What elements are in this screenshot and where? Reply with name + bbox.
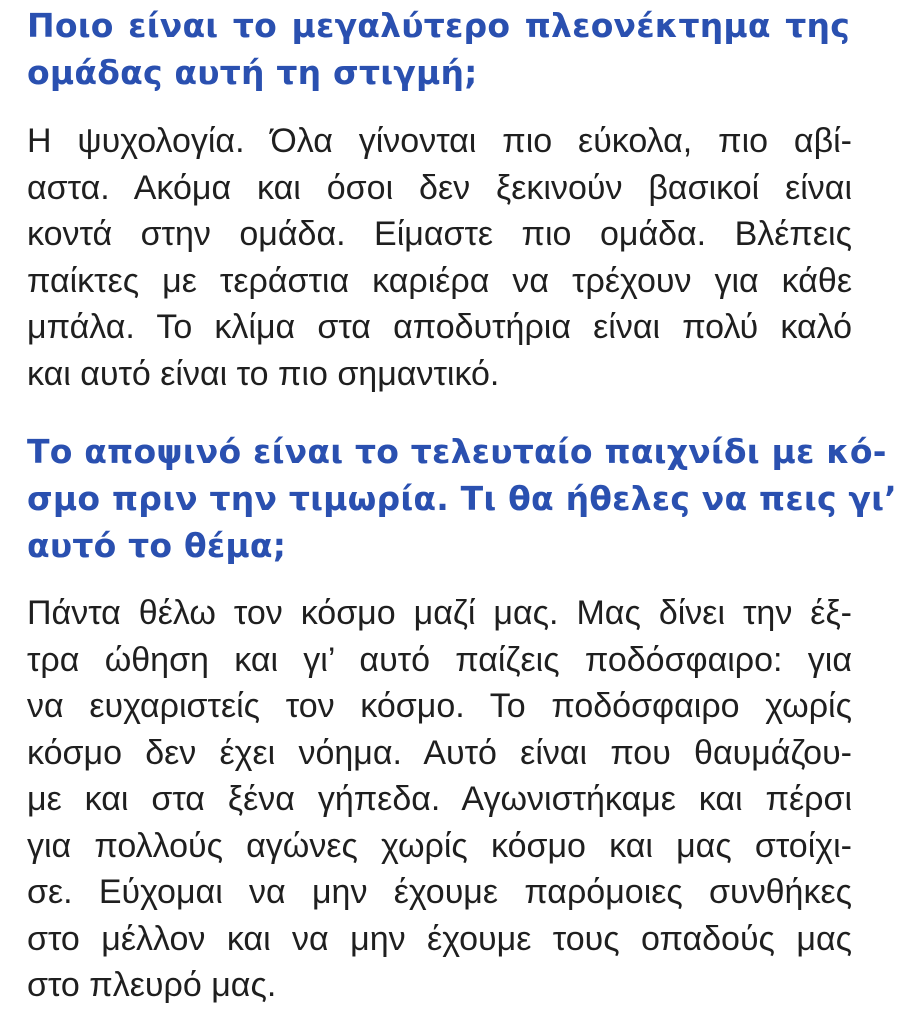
answer-2-line: στο πλευρό μας. [27, 966, 277, 1004]
answer-1-line: μπάλα. Το κλίμα στα αποδυτήρια είναι πολύ καλό [27, 308, 852, 346]
answer-2-line: να ευχαριστείς τον κόσμο. Το ποδόσφαιρο χωρίς [27, 687, 852, 725]
answer-2-line: στο μέλλον και να μην έχουμε τους οπαδούς μας [27, 919, 852, 958]
answer-1-line: και αυτό είναι το πιο σημαντικό. [27, 354, 500, 393]
answer-2-line: σε. Εύχομαι να μην έχουμε παρόμοιες συνθήκες [27, 873, 852, 911]
answer-1-line: αστα. Ακόμα και όσοι δεν ξεκινούν βασικοί είναι [27, 168, 852, 207]
question-2-line: Το αποψινό είναι το τελευταίο παιχνίδι με κό- [27, 432, 887, 471]
answer-paragraph-2 [27, 590, 852, 1009]
answer-2-line: Πάντα θέλω τον κόσμο μαζί μας. Μας δίνει την έξ- [27, 594, 852, 632]
answer-2-line: για πολλούς αγώνες χωρίς κόσμο και μας στοίχι- [27, 826, 852, 865]
answer-1-line: παίκτες με τεράστια καριέρα να τρέχουν για κάθε [27, 261, 852, 300]
question-heading-2 [27, 428, 897, 569]
answer-paragraph-1 [27, 118, 852, 397]
question-2-line: αυτό το θέμα; [27, 526, 287, 565]
question-heading-1 [27, 2, 850, 96]
answer-2-line: με και στα ξένα γήπεδα. Αγωνιστήκαμε και πέρσι [27, 780, 852, 818]
question-1-line: Ποιο είναι το μεγαλύτερο πλεονέκτημα της [27, 6, 850, 45]
question-1-line: ομάδας αυτή τη στιγμή; [27, 53, 478, 92]
answer-2-line: κόσμο δεν έχει νόημα. Αυτό είναι που θαυμάζου- [27, 733, 852, 772]
answer-1-line: Η ψυχολογία. Όλα γίνονται πιο εύκολα, πιο αβί- [27, 122, 852, 160]
answer-2-line: τρα ώθηση και γι’ αυτό παίζεις ποδόσφαιρο: για [27, 640, 852, 679]
answer-1-line: κοντά στην ομάδα. Είμαστε πιο ομάδα. Βλέπεις [27, 215, 852, 253]
question-2-line: σμο πριν την τιμωρία. Τι θα ήθελες να πεις γι’ [27, 479, 897, 518]
